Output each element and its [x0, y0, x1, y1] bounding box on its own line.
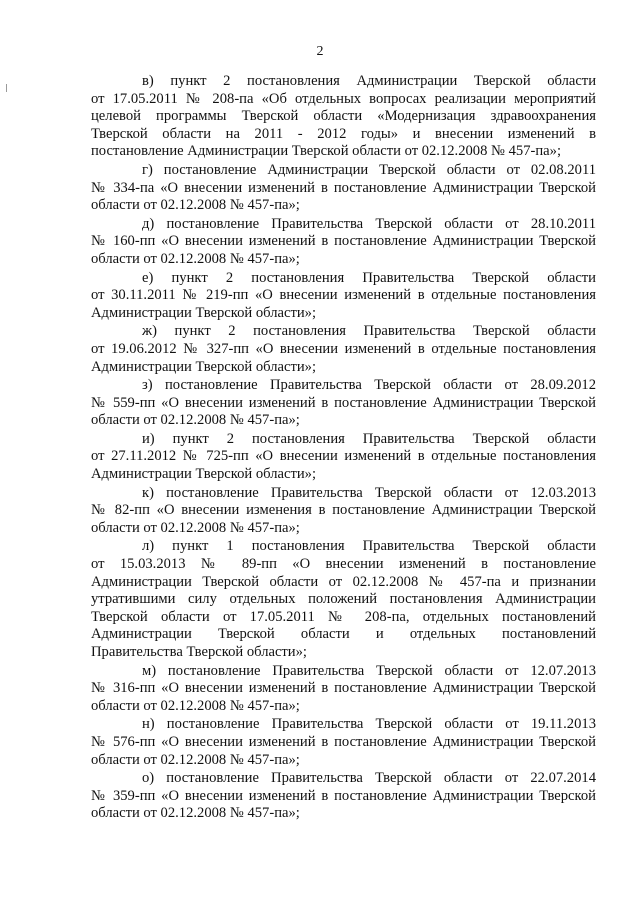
list-item	[91, 663, 596, 716]
text-line: Администрации Тверской области от 02.12.2008 № 457-па и признании	[91, 573, 596, 590]
list-item	[91, 377, 596, 430]
text-line: Правительства Тверской области»;	[91, 644, 307, 660]
list-item	[91, 770, 596, 823]
text-line: Администрации Тверской области»;	[91, 304, 316, 321]
text-line: г) постановление Администрации Тверской области от 02.08.2011	[142, 161, 596, 178]
list-item	[91, 431, 596, 484]
text-line: от 17.05.2011 № 208-па «Об отдельных вопросах реализации мероприятий	[91, 90, 596, 107]
document-body	[91, 73, 596, 824]
text-line: от 15.03.2013 № 89-пп «О внесении изменений в постановление	[91, 556, 596, 573]
text-line: № 359-пп «О внесении изменений в постановление Администрации Тверской	[91, 787, 596, 804]
text-line: от 30.11.2011 № 219-пп «О внесении изменений в отдельные постановления	[91, 287, 596, 304]
text-line: м) постановление Правительства Тверской области от 12.07.2013	[142, 662, 596, 679]
text-line: Администрации Тверской области»;	[91, 466, 316, 483]
text-line: от 19.06.2012 № 327-пп «О внесении изменений в отдельные постановления	[91, 340, 596, 357]
text-line: д) постановление Правительства Тверской области от 28.10.2011	[142, 215, 596, 232]
text-line: № 160-пп «О внесении изменений в постановление Администрации Тверской	[91, 233, 596, 250]
page-number: 2	[316, 44, 324, 59]
text-line: области от 02.12.2008 № 457-па»;	[91, 197, 300, 214]
text-line: и) пункт 2 постановления Правительства Тверской области	[142, 430, 596, 447]
text-line: н) постановление Правительства Тверской области от 19.11.2013	[142, 716, 596, 733]
list-item	[91, 73, 596, 161]
text-line: ж) пункт 2 постановления Правительства Тверской области	[142, 323, 596, 340]
text-line: л) пункт 1 постановления Правительства Тверской области	[142, 538, 596, 555]
text-line: № 559-пп «О внесении изменений в постановление Администрации Тверской	[91, 394, 596, 411]
text-line: Тверской области от 17.05.2011 № 208-па, отдельных постановлений	[91, 608, 596, 625]
text-line: Администрации Тверской области и отдельных постановлений	[91, 626, 596, 643]
list-item	[91, 538, 596, 661]
text-line: № 316-пп «О внесении изменений в постановление Администрации Тверской	[91, 680, 596, 697]
text-line: № 334-па «О внесении изменений в постановление Администрации Тверской	[91, 179, 596, 196]
text-line: утратившими силу отдельных положений постановления Администрации	[91, 591, 596, 608]
list-item	[91, 162, 596, 215]
text-line: Администрации Тверской области»;	[91, 358, 316, 375]
text-line: № 82-пп «О внесении изменения в постановление Администрации Тверской	[91, 502, 596, 519]
text-line: постановление Администрации Тверской области от 02.12.2008 № 457-па»;	[91, 143, 561, 160]
list-item	[91, 485, 596, 538]
text-line: от 27.11.2012 № 725-пп «О внесении изменений в отдельные постановления	[91, 448, 596, 465]
text-line: целевой программы Тверской области «Модернизация здравоохранения	[91, 108, 596, 125]
text-line: области от 02.12.2008 № 457-па»;	[91, 697, 300, 714]
list-item	[91, 216, 596, 269]
list-item	[91, 716, 596, 769]
margin-mark	[6, 84, 7, 92]
text-line: о) постановление Правительства Тверской области от 22.07.2014	[142, 770, 596, 787]
text-line: области от 02.12.2008 № 457-па»;	[91, 805, 300, 822]
text-line: № 576-пп «О внесении изменений в постановление Администрации Тверской	[91, 733, 596, 750]
text-line: области от 02.12.2008 № 457-па»;	[91, 250, 300, 267]
list-item	[91, 270, 596, 323]
text-line: к) постановление Правительства Тверской области от 12.03.2013	[142, 484, 596, 501]
text-line: области от 02.12.2008 № 457-па»;	[91, 519, 300, 536]
text-line: области от 02.12.2008 № 457-па»;	[91, 412, 300, 429]
text-line: з) постановление Правительства Тверской области от 28.09.2012	[142, 377, 596, 394]
text-line: е) пункт 2 постановления Правительства Тверской области	[142, 269, 596, 286]
text-line: области от 02.12.2008 № 457-па»;	[91, 751, 300, 768]
list-item	[91, 323, 596, 376]
text-line: Тверской области на 2011 - 2012 годы» и внесении изменений в	[91, 125, 596, 142]
text-line: в) пункт 2 постановления Администрации Тверской области	[142, 73, 596, 89]
